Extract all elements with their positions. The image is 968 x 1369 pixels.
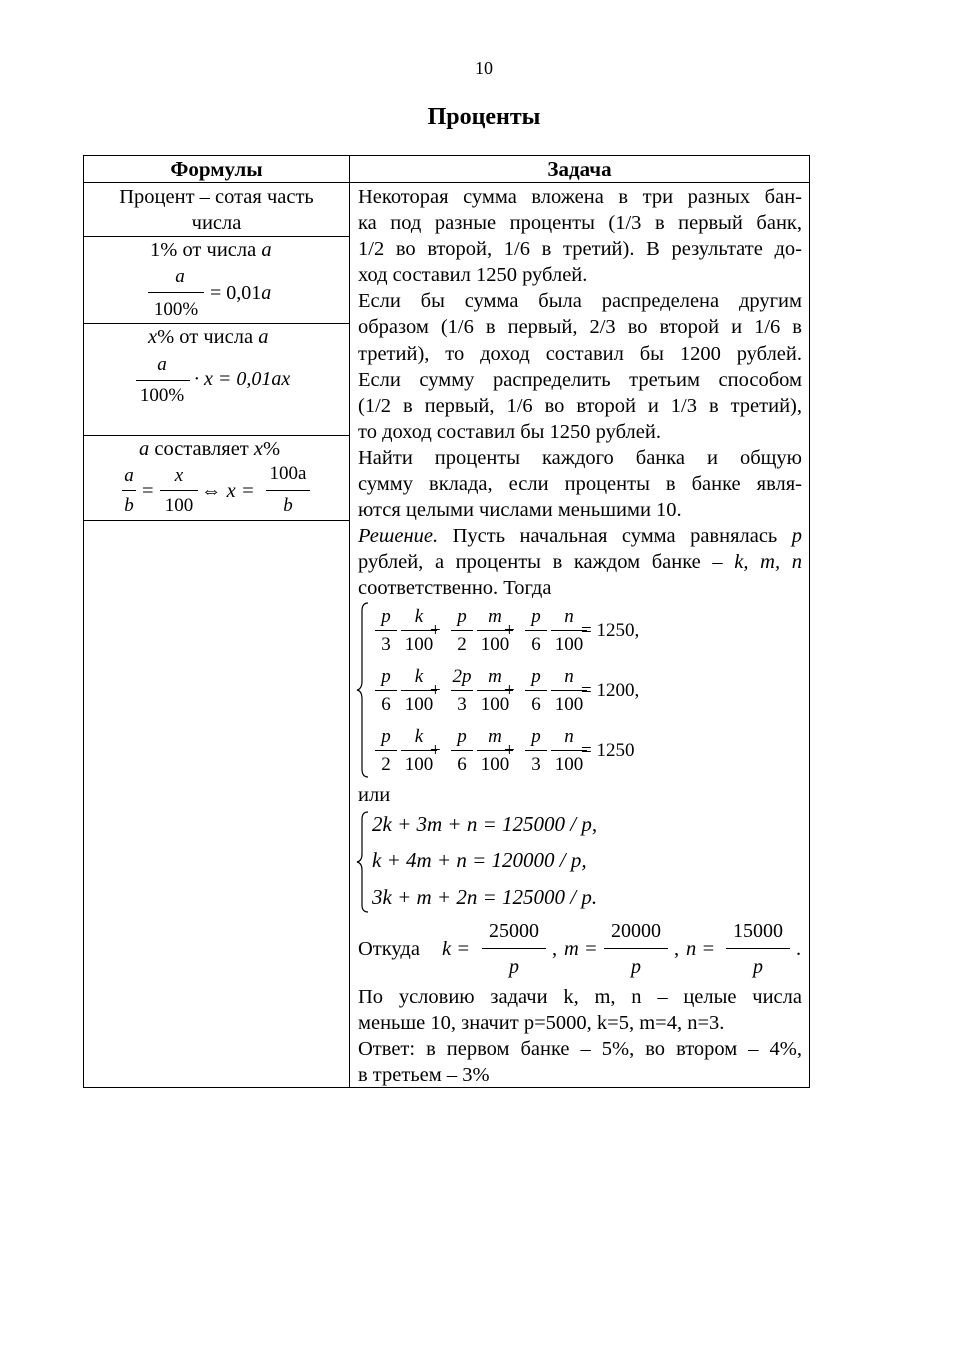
proportion-f1-num: a: [124, 465, 134, 486]
condition-line-1: По условию задачи k, m, n – целые числа: [358, 986, 802, 1008]
problem-statement: [358, 184, 802, 602]
system1-numerator: n: [564, 726, 574, 747]
fraction-bar: [482, 948, 546, 949]
system1-numerator: p: [381, 726, 391, 747]
system-brace: [356, 810, 370, 914]
formulas-task-table: [83, 155, 810, 1088]
column-divider: [349, 156, 350, 1087]
fraction-bar: [266, 490, 310, 491]
system1-denominator: 6: [457, 754, 467, 775]
x-percent-numerator: a: [157, 354, 167, 375]
whence-denominator: p: [631, 956, 641, 978]
system1-numerator: n: [564, 666, 574, 687]
page-title: Проценты: [427, 104, 541, 130]
fraction-bar: [451, 690, 473, 691]
x-percent-denominator: 100%: [139, 385, 185, 406]
system1-numerator: p: [457, 606, 467, 627]
system1-denominator: 100: [554, 694, 584, 715]
system1-denominator: 100: [404, 634, 434, 655]
system1-numerator: m: [488, 726, 502, 747]
system1-denominator: 6: [381, 694, 391, 715]
system1-numerator: m: [488, 606, 502, 627]
system1-denominator: 100: [554, 634, 584, 655]
system1-denominator: 6: [531, 634, 541, 655]
fraction-bar: [122, 490, 136, 491]
percent-definition: [84, 184, 349, 236]
one-percent-rhs: = 0,01a: [210, 282, 272, 304]
system1-denominator: 2: [381, 754, 391, 775]
definition-line-1: Процент – сотая часть: [119, 186, 314, 208]
system1-numerator: p: [457, 726, 467, 747]
fraction-bar: [136, 380, 190, 381]
system1-denominator: 6: [531, 694, 541, 715]
definition-line-2: числа: [191, 212, 242, 234]
whence-numerator: 20000: [611, 920, 661, 942]
system1-numerator: k: [414, 606, 424, 627]
header-formulas: Формулы: [170, 157, 263, 181]
condition-line-2: меньше 10, значит p=5000, k=5, m=4, n=3.: [358, 1012, 725, 1035]
text-line: 1/2 во второй, 1/6 в третий). В результате до-: [358, 238, 802, 261]
system1-numerator: p: [531, 606, 541, 627]
x-percent-label: x% от числа a: [148, 326, 269, 348]
or-word: или: [358, 784, 391, 806]
system1-denominator: 3: [531, 754, 541, 775]
plus-sign: +: [504, 740, 515, 761]
system1-numerator: p: [531, 666, 541, 687]
whence-separator: ,: [674, 938, 680, 960]
fraction-bar: [148, 292, 204, 293]
text-line: третий), то доход составил бы 1200 рублей.: [358, 342, 802, 365]
answer-line-1: Ответ: в первом банке – 5%, во втором – 4%,: [358, 1038, 802, 1061]
whence-lhs: k =: [442, 938, 471, 960]
whence-numerator: 25000: [489, 920, 539, 942]
proportion-iff: ⇔ x =: [201, 480, 255, 502]
system1-denominator: 2: [457, 634, 467, 655]
plus-sign: +: [430, 680, 441, 701]
header-task: Задача: [547, 157, 612, 181]
proportion-label: a составляет x%: [139, 438, 281, 460]
system1-denominator: 3: [457, 694, 467, 715]
whence-lhs: m =: [564, 938, 598, 960]
system1-denominator: 100: [480, 694, 510, 715]
text-line: то доход составил бы 1250 рублей.: [358, 420, 661, 443]
conclusion: [358, 984, 802, 1088]
fraction-bar: [726, 948, 790, 949]
proportion-f1-den: b: [124, 495, 134, 516]
answer-line-2: в третьем – 3%: [358, 1064, 490, 1087]
system1-denominator: 100: [404, 754, 434, 775]
plus-sign: +: [430, 620, 441, 641]
proportion-f3-den: b: [283, 495, 293, 516]
solution-line-1: Решение. Пусть начальная сумма равнялась p: [358, 525, 802, 548]
fraction-bar: [160, 490, 198, 491]
text-line: ход составил 1250 рублей.: [358, 264, 588, 287]
one-percent-numerator: a: [175, 266, 185, 287]
proportion-f2-num: x: [174, 465, 184, 486]
fraction-bar: [525, 630, 547, 631]
system1-numerator: n: [564, 606, 574, 627]
system2-eq-2: k + 4m + n = 120000 / p,: [372, 848, 587, 872]
text-line: Если сумму распределить третьим способом: [358, 368, 802, 391]
whence-separator: ,: [552, 938, 558, 960]
fraction-bar: [451, 750, 473, 751]
whence-denominator: p: [509, 956, 519, 978]
whence-lhs: n =: [686, 938, 716, 960]
system1-numerator: 2p: [452, 666, 472, 687]
text-line: (1/2 в первый, 1/6 во второй и 1/3 в третий),: [358, 394, 802, 417]
whence-separator: .: [796, 938, 802, 960]
text-line: ка под разные проценты (1/3 в первый банк,: [358, 212, 802, 235]
proportion-eq: =: [142, 480, 154, 502]
system-brace: [356, 601, 370, 779]
header-divider: [84, 182, 809, 183]
system1-numerator: k: [414, 666, 424, 687]
system2-eq-3: 3k + m + 2n = 125000 / p.: [372, 885, 598, 909]
system2-eq-1: 2k + 3m + n = 125000 / p,: [372, 812, 598, 836]
x-percent-rhs: · x = 0,01ax: [194, 368, 291, 390]
text-line: ются целыми числами меньшими 10.: [358, 499, 682, 522]
system1-rhs: = 1200,: [581, 680, 640, 701]
system1-rhs: = 1250: [581, 740, 635, 761]
system1-numerator: p: [531, 726, 541, 747]
system1-denominator: 100: [554, 754, 584, 775]
fraction-bar: [451, 630, 473, 631]
text-line: Если бы сумма была распределена другим: [358, 290, 802, 313]
proportion-f3-num: 100a: [269, 463, 307, 484]
plus-sign: +: [504, 620, 515, 641]
whence-denominator: p: [753, 956, 763, 978]
system1-numerator: p: [381, 606, 391, 627]
plus-sign: +: [430, 740, 441, 761]
fraction-bar: [525, 690, 547, 691]
fraction-bar: [375, 630, 397, 631]
solution-line-2: рублей, а проценты в каждом банке – k, m, n: [358, 551, 802, 574]
system1-denominator: 3: [381, 634, 391, 655]
text-line: образом (1/6 в первый, 2/3 во второй и 1/6 в: [358, 316, 802, 339]
fraction-bar: [604, 948, 668, 949]
one-percent-denominator: 100%: [153, 299, 199, 320]
system1-numerator: m: [488, 666, 502, 687]
page-number: 10: [475, 58, 493, 78]
proportion-f2-den: 100: [164, 495, 194, 516]
solution-line-3: соответственно. Тогда: [358, 577, 552, 600]
system1-denominator: 100: [480, 634, 510, 655]
row-divider: [84, 520, 349, 521]
fraction-bar: [375, 750, 397, 751]
system1-denominator: 100: [480, 754, 510, 775]
one-percent-label: 1% от числа a: [150, 239, 272, 261]
text-line: Найти проценты каждого банка и общую: [358, 446, 802, 469]
plus-sign: +: [504, 680, 515, 701]
text-line: Некоторая сумма вложена в три разных бан-: [358, 186, 802, 208]
whence-numerator: 15000: [733, 920, 783, 942]
fraction-bar: [525, 750, 547, 751]
whence-word: Откуда: [358, 938, 420, 960]
system1-denominator: 100: [404, 694, 434, 715]
text-line: сумму вклада, если проценты в банке явля-: [358, 473, 802, 496]
fraction-bar: [375, 690, 397, 691]
system1-numerator: k: [414, 726, 424, 747]
system1-rhs: = 1250,: [581, 620, 640, 641]
system1-numerator: p: [381, 666, 391, 687]
